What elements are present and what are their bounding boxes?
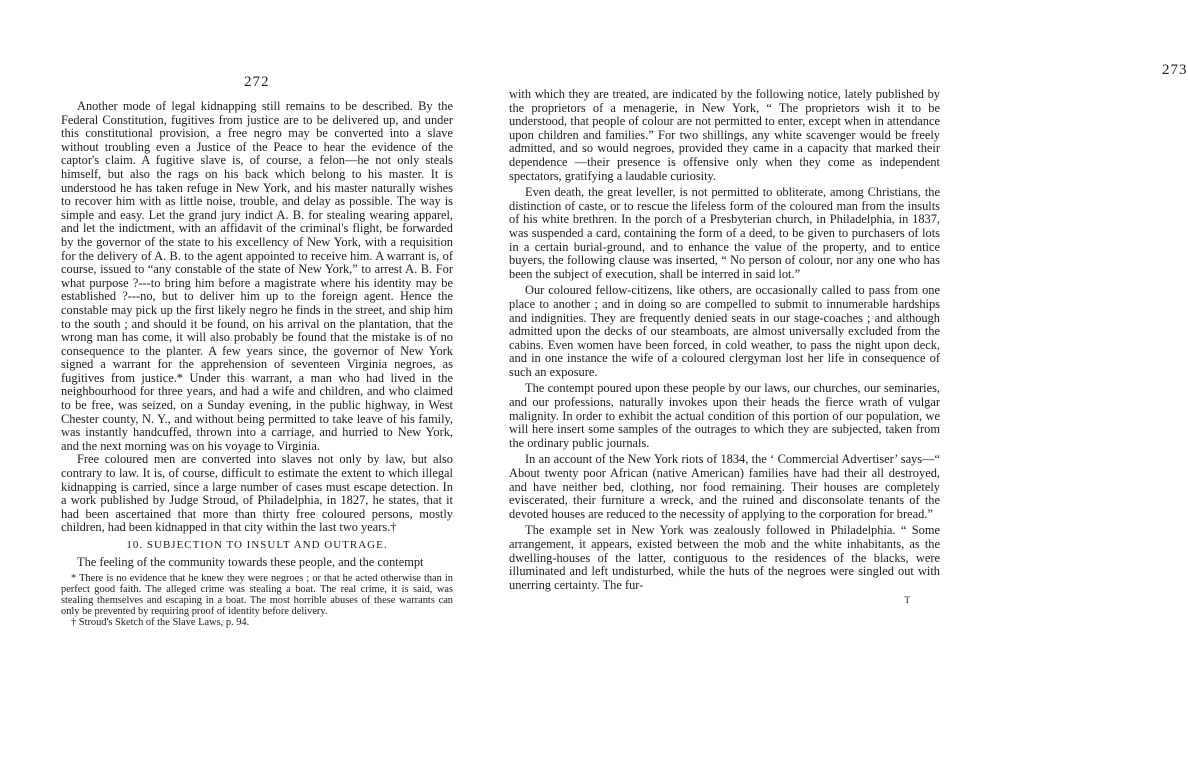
signature-mark: T: [904, 595, 910, 606]
paragraph: Even death, the great leveller, is not permitted to obliterate, among Christians, the distinction of caste, or to rescue the lifeless form of the coloured man from the insults of his white brethren. In the porch of a Presbyterian church, in Philadelphia, in 1837, was suspended a card, containing the form of a deed, to be given to purchasers of lots in a certain burial-ground, and to enhance the value of the property, and to entice buyers, the following clause was inserted, “ No person of colour, nor any one who has been the subject of execution, shall be interred in said lot.”: [509, 185, 940, 281]
paragraph: The feeling of the community towards these people, and the contempt: [77, 554, 424, 569]
left-page: [0, 0, 490, 758]
page-number-right: 273: [1162, 62, 1188, 78]
paragraph: The example set in New York was zealously followed in Philadelphia. “ Some arrangement, it appears, existed between the mob and the white inhabitants, as the dwelling-houses of the latter, contiguous to the residences of the blacks, were illuminated and left undisturbed, while the huts of the negroes were singled out with unerring certainty. The fur-: [509, 523, 940, 592]
page-number-left: 272: [244, 74, 270, 90]
footnote: * There is no evidence that he knew they were negroes ; or that he acted otherwise than in perfect good faith. The alleged crime was stealing a boat. The real crime, it is said, was stealing themselves and escaping in a boat. The most horrible abuses of these warrants can only be prevented by requiring proof of identity before delivery.: [61, 573, 453, 618]
paragraph: Our coloured fellow-citizens, like others, are occasionally called to pass from one place to another ; and in doing so are compelled to submit to innumerable hardships and indignities. They are frequently denied seats in our stage-coaches ; and although admitted upon the decks of our steamboats, are almost universally excluded from the cabins. Even women have been forced, in cold weather, to pass the night upon deck, and in one instance the wife of a coloured clergyman lost her life in consequence of such an exposure.: [509, 283, 940, 379]
paragraph: Free coloured men are converted into slaves not only by law, but also contrary to law. It is, of course, difficult to estimate the extent to which illegal kidnapping is carried, since a large number of cases must escape detection. In a work published by Judge Stroud, of Philadelphia, in 1827, he states, that it had been ascertained that more than thirty free coloured persons, mostly children, had been kidnapped in that city within the last two years.†: [61, 452, 453, 535]
paragraph: The contempt poured upon these people by our laws, our churches, our seminaries, and our professions, naturally invokes upon their heads the fierce wrath of vulgar malignity. In order to exhibit the actual condition of this portion of our population, we will here insert some samples of the outrages to which they are subjected, taken from the ordinary public journals.: [509, 381, 940, 450]
paragraph: Another mode of legal kidnapping still remains to be described. By the Federal Constitution, fugitives from justice are to be delivered up, and under this constitutional provision, a free negro may be converted into a slave without troubling even a Justice of the Peace to hear the evidence of the captor's claim. A fugitive slave is, of course, a felon—he not only steals himself, but also the rags on his back which belong to his master. It is understood he has taken refuge in New York, and his master naturally wishes to recover him with as little noise, trouble, and delay as possible. The way is simple and easy. Let the grand jury indict A. B. for stealing wearing apparel, and let the indictment, with an affidavit of the criminal's flight, be forwarded by the governor of the state to his excellency of New York, with a requisition for the delivery of A. B. to the agent appointed to receive him. A warrant is, of course, issued to “any constable of the state of New York,” to arrest A. B. For what purpose ?---to bring him before a magistrate where his identity may be established ?---no, but to deliver him up to the foreign agent. Hence the constable may pick up the first likely negro he finds in the street, and ship him to the south ; and should it be found, on his arrival on the plantation, that the wrong man has come, it will also probably be found that the mistake is of no consequence to the planter. A few years since, the governor of New York signed a warrant for the apprehension of seventeen Virginia negroes, as fugitives from justice.* Under this warrant, a man who had lived in the neighbourhood for three years, and had a wife and children, and who claimed to be free, was seized, on a Sunday evening, in the public highway, in West Chester county, N. Y., and without being permitted to take leave of his family, was instantly handcuffed, thrown into a carriage, and hurried to New York, and the next morning was on his voyage to Virginia.: [61, 99, 453, 453]
paragraph: In an account of the New York riots of 1834, the ‘ Commercial Advertiser’ says—“ About twenty poor African (native American) families have had their all destroyed, and have neither bed, clothing, nor food remaining. Their houses are completely eviscerated, their furniture a wreck, and the ruined and disconsolate tenants of the devoted houses are reduced to the necessity of applying to the corporation for bread.”: [509, 452, 940, 521]
right-page-text: [509, 88, 940, 608]
footnotes: [61, 573, 453, 628]
section-heading: 10. SUBJECTION TO INSULT AND OUTRAGE.: [126, 539, 388, 551]
right-page: [490, 0, 1188, 758]
left-page-text: [61, 100, 453, 628]
footnote: † Stroud's Sketch of the Slave Laws, p. 94.: [71, 617, 250, 629]
paragraph: with which they are treated, are indicated by the following notice, lately published by the proprietors of a menagerie, in New York, “ The proprietors wish it to be understood, that people of colour are not permitted to enter, except when in attendance upon children and families.” For two shillings, any white scavenger would be freely admitted, and so would negroes, provided they came in a capacity that marked their dependence —their presence is offensive only when they come as independent spectators, gratifying a laudable curiosity.: [509, 87, 940, 183]
